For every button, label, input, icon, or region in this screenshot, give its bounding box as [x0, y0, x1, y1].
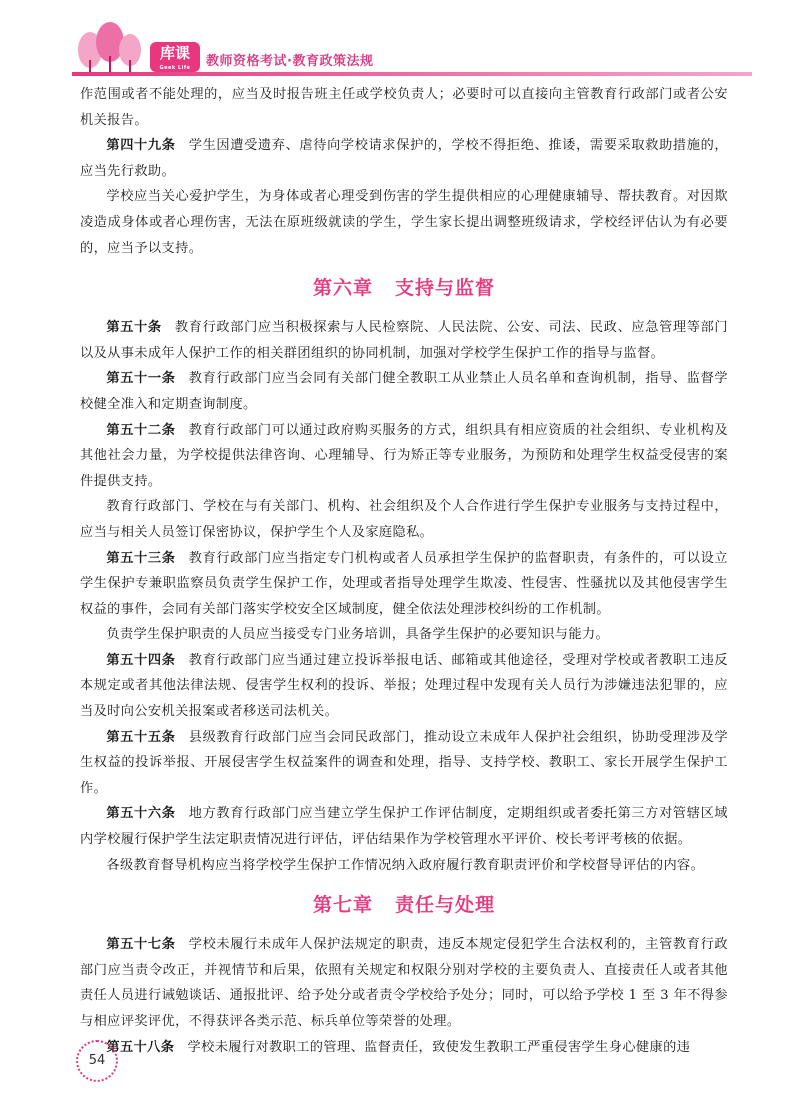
article-53 [80, 546, 728, 623]
article-label: 第五十四条 [106, 652, 176, 668]
article-label: 第五十七条 [106, 937, 176, 953]
paragraph: 负责学生保护职责的人员应当接受专门业务培训，具备学生保护的必要知识与能力。 [106, 627, 610, 643]
article-text: 教育行政部门应当指定专门机构或者人员承担学生保护的监督职责，有条件的，可以设立学生保护专兼职监察员负责学生保护工作，处理或者指导处理学生欺凌、性侵害、性骚扰以及其他侵害学生权益的事件，会同有关部门落实学校安全区域制度，健全依法处理涉校纠纷的工作机制。 [80, 550, 728, 617]
chapter-number: 第七章 [312, 894, 373, 917]
article-label: 第五十八条 [106, 1039, 175, 1055]
paragraph: 各级教育督导机构应当将学校学生保护工作情况纳入政府履行教育职责评价和学校督导评估的内容。 [106, 857, 705, 873]
document-body [80, 82, 728, 1060]
page-number: 54 [76, 1040, 118, 1082]
brand-logo [150, 42, 200, 72]
article-text: 教育行政部门应当积极探索与人民检察院、人民法院、公安、司法、民政、应急管理等部门以及从事未成年人保护工作的相关群团组织的协同机制，加强对学校学生保护工作的指导与监督。 [80, 320, 728, 361]
brand-logo-subtext: Geek Life [159, 65, 191, 71]
article-text: 学生因遭受遗弃、虐待向学校请求保护的，学校不得拒绝、推诿，需要采取救助措施的，应当先行救助。 [80, 138, 728, 179]
article-text: 县级教育行政部门应当会同民政部门，推动设立未成年人保护社会组织，协助受理涉及学生权益的投诉举报、开展侵害学生权益案件的调查和处理，指导、支持学校、教职工、家长开展学生保护工作。 [80, 729, 728, 796]
article-54 [80, 648, 728, 725]
article-49 [80, 133, 728, 184]
article-55 [80, 725, 728, 802]
chapter-6-heading [80, 273, 728, 303]
paragraph: 学校应当关心爱护学生，为身体或者心理受到伤害的学生提供相应的心理健康辅导、帮扶教育。对因欺凌造成身体或者心理伤害，无法在原班级就读的学生，学生家长提出调整班级请求，学校经评估认为有必要的，应当予以支持。 [80, 189, 728, 256]
chapter-number: 第六章 [312, 277, 373, 300]
article-58 [80, 1035, 728, 1061]
article-text: 地方教育行政部门应当建立学生保护工作评估制度，定期组织或者委托第三方对管辖区域内学校履行保护学生法定职责情况进行评估，评估结果作为学校管理水平评价、校长考评考核的依据。 [80, 806, 728, 848]
trees-logo-icon [70, 20, 150, 80]
chapter-title: 支持与监督 [395, 277, 496, 300]
article-label: 第五十一条 [106, 371, 176, 387]
paragraph: 教育行政部门、学校在与有关部门、机构、社会组织及个人合作进行学生保护专业服务与支持过程中，应当与相关人员签订保密协议，保护学生个人及家庭隐私。 [80, 499, 728, 540]
article-label: 第五十条 [106, 320, 162, 336]
article-56 [80, 801, 728, 852]
header-title: 教师资格考试·教育政策法规 [206, 54, 374, 69]
article-label: 第五十二条 [106, 422, 176, 438]
chapter-7-heading [80, 890, 728, 920]
chapter-title: 责任与处理 [395, 894, 496, 917]
paragraph-continued: 作范围或者不能处理的，应当及时报告班主任或学校负责人；必要时可以直接向主管教育行政部门或者公安机关报告。 [80, 87, 728, 128]
article-label: 第五十三条 [106, 550, 176, 566]
article-text: 教育行政部门可以通过政府购买服务的方式，组织具有相应资质的社会组织、专业机构及其他社会力量，为学校提供法律咨询、心理辅导、行为矫正等专业服务，为预防和处理学生权益受侵害的案件提供支持。 [80, 422, 728, 489]
article-label: 第四十九条 [106, 138, 176, 154]
article-label: 第五十六条 [106, 806, 176, 822]
article-text: 学校未履行未成年人保护法规定的职责，违反本规定侵犯学生合法权利的，主管教育行政部门应当责令改正，并视情节和后果，依照有关规定和权限分别对学校的主要负责人、直接责任人或者其他责任人员进行诫勉谈话、通报批评、给予处分或者责令学校给予处分；同时，可以给予学校 1 至 3 年不得参与相应评奖评优，不得获评各类示范、标兵单位等荣誉的处理。 [80, 937, 728, 1029]
page-header [0, 0, 800, 80]
header-divider [72, 72, 752, 76]
article-52 [80, 418, 728, 495]
article-text: 教育行政部门应当通过建立投诉举报电话、邮箱或其他途径，受理对学校或者教职工违反本规定或者其他法律法规、侵害学生权利的投诉、举报；处理过程中发现有关人员行为涉嫌违法犯罪的，应当及时向公安机关报案或者移送司法机关。 [80, 652, 728, 720]
brand-logo-text: 库课 [159, 44, 190, 62]
article-57 [80, 932, 728, 1034]
article-51 [80, 366, 728, 417]
article-text: 教育行政部门应当会同有关部门健全教职工从业禁止人员名单和查询机制，指导、监督学校健全准入和定期查询制度。 [80, 371, 728, 412]
article-50 [80, 315, 728, 366]
article-label: 第五十五条 [106, 729, 176, 745]
article-text: 学校未履行对教职工的管理、监督责任，致使发生教职工严重侵害学生身心健康的违 [187, 1039, 691, 1055]
